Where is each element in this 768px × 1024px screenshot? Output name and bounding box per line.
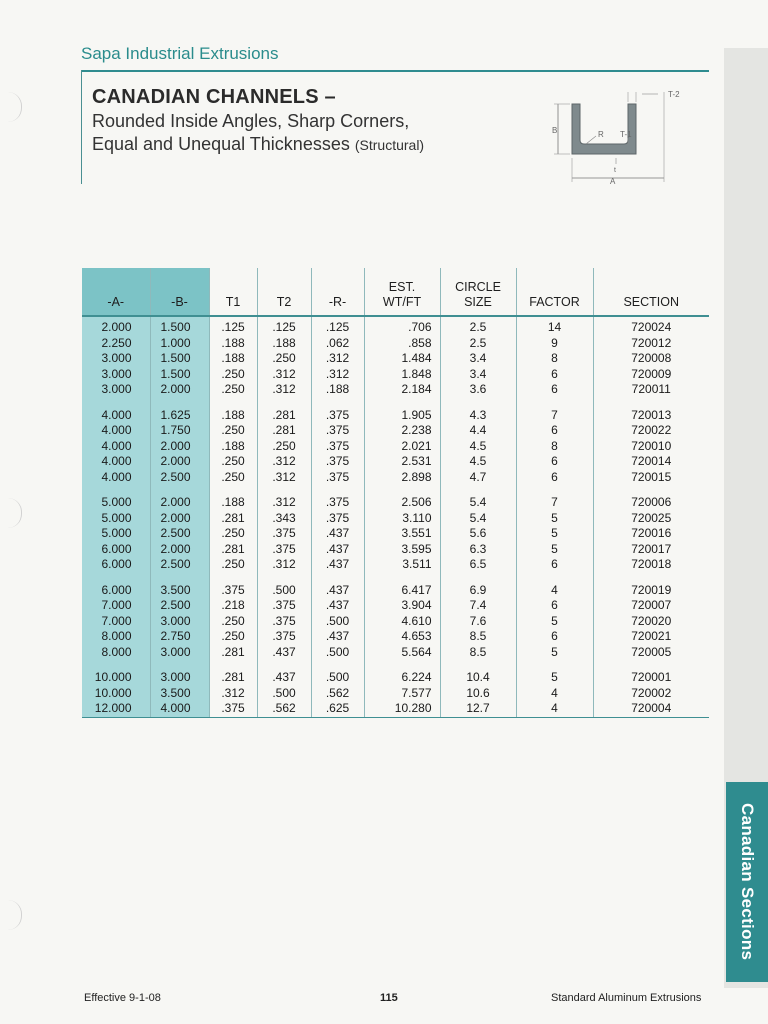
cell-t1: .250 xyxy=(209,629,257,645)
diagram-label-b: B xyxy=(552,126,558,135)
cell-wt: 2.184 xyxy=(364,382,440,398)
diagram-label-t1: T-1 xyxy=(620,130,632,139)
cell-section: 720001 xyxy=(631,670,672,684)
cell-r: .562 xyxy=(311,686,364,702)
cell-factor: 8 xyxy=(516,439,593,455)
cell-b: 3.500 xyxy=(150,686,209,702)
cell-circle: 4.4 xyxy=(440,423,516,439)
cell-circle: 8.5 xyxy=(440,645,516,661)
cell-a: 4.000 xyxy=(82,398,150,424)
cell-wt: 2.238 xyxy=(364,423,440,439)
cell-wt: 2.898 xyxy=(364,470,440,486)
cell-t2: .437 xyxy=(257,645,311,661)
cell-factor: 6 xyxy=(516,382,593,398)
table-row xyxy=(82,316,709,336)
table-row xyxy=(82,526,709,542)
cell-wt: 1.848 xyxy=(364,367,440,383)
cell-factor: 6 xyxy=(516,454,593,470)
cell-b: 2.000 xyxy=(150,382,209,398)
cell-a: 3.000 xyxy=(82,382,150,398)
cell-section: 720004 xyxy=(593,701,709,717)
cell-t1: .312 xyxy=(209,686,257,702)
table-body xyxy=(82,316,709,717)
subtitle-note: (Structural) xyxy=(354,137,425,153)
cell-section: 720018 xyxy=(631,557,672,571)
cell-a: 8.000 xyxy=(82,629,150,645)
cell-wt: 5.564 xyxy=(364,645,440,661)
cell-section: 720022 xyxy=(631,423,672,437)
cell-circle: 10.6 xyxy=(440,686,516,702)
cell-t1: .250 xyxy=(209,614,257,630)
cell-t1: .218 xyxy=(209,598,257,614)
cell-t1: .281 xyxy=(209,542,257,558)
cell-circle: 7.6 xyxy=(440,614,516,630)
cell-circle: 7.4 xyxy=(440,598,516,614)
cell-b: 2.750 xyxy=(150,629,209,645)
cell-r: .437 xyxy=(311,542,364,558)
cell-a: 2.000 xyxy=(82,316,150,336)
header-vertical-rule xyxy=(81,70,82,184)
cell-a: 8.000 xyxy=(82,645,150,661)
cell-b: 2.000 xyxy=(150,439,209,455)
section-side-tab xyxy=(726,782,768,982)
cell-t1: .250 xyxy=(209,470,257,486)
cell-r: .437 xyxy=(311,598,364,614)
footer-publication: Standard Aluminum Extrusions xyxy=(551,992,702,1004)
col-header-circle-line1: CIRCLE xyxy=(455,280,501,294)
cell-r: .312 xyxy=(311,367,364,383)
cell-a: 4.000 xyxy=(82,439,150,455)
cell-t2: .375 xyxy=(257,598,311,614)
diagram-label-r: R xyxy=(598,130,604,139)
cell-b: 1.625 xyxy=(150,398,209,424)
cell-a: 6.000 xyxy=(82,542,150,558)
cell-t1: .188 xyxy=(209,336,257,352)
cell-factor: 7 xyxy=(516,485,593,511)
cell-factor: 4 xyxy=(516,686,593,702)
cell-b: 2.500 xyxy=(150,526,209,542)
table-row xyxy=(82,645,709,661)
cell-b: 2.000 xyxy=(150,454,209,470)
cell-t1: .125 xyxy=(209,316,257,336)
cell-a: 4.000 xyxy=(82,470,150,486)
col-header-t1: T1 xyxy=(209,268,257,316)
cell-section: 720014 xyxy=(631,454,672,468)
cell-r: .437 xyxy=(311,526,364,542)
cell-t2: .250 xyxy=(257,439,311,455)
cell-t2: .125 xyxy=(257,316,311,336)
footer-page-number: 115 xyxy=(380,992,398,1004)
cell-factor: 6 xyxy=(516,367,593,383)
table-row xyxy=(82,485,709,511)
cell-t2: .375 xyxy=(257,526,311,542)
col-header-wt-line2: WT/FT xyxy=(382,295,422,309)
cell-factor: 6 xyxy=(516,629,593,645)
cell-factor: 5 xyxy=(516,542,593,558)
cell-factor: 14 xyxy=(516,316,593,336)
col-header-circle xyxy=(440,268,516,316)
cell-a: 5.000 xyxy=(82,485,150,511)
channel-spec-table xyxy=(82,268,709,718)
cell-t2: .500 xyxy=(257,573,311,599)
cell-circle: 5.6 xyxy=(440,526,516,542)
cell-t2: .343 xyxy=(257,511,311,527)
cell-circle: 5.4 xyxy=(440,485,516,511)
cell-section: 720005 xyxy=(631,644,672,659)
subtitle-line-1: Rounded Inside Angles, Sharp Corners, xyxy=(92,111,410,131)
cell-t1: .250 xyxy=(209,557,257,573)
cell-wt: 1.905 xyxy=(364,398,440,424)
cell-b: 2.000 xyxy=(150,511,209,527)
cell-a: 6.000 xyxy=(82,573,150,599)
cell-r: .125 xyxy=(311,316,364,336)
cell-t2: .188 xyxy=(257,336,311,352)
cell-circle: 12.7 xyxy=(440,701,516,717)
cell-wt: 3.511 xyxy=(364,557,440,573)
cell-section: 720011 xyxy=(631,382,671,396)
cell-t1: .188 xyxy=(209,351,257,367)
cell-b: 3.000 xyxy=(150,614,209,630)
table-row xyxy=(82,614,709,630)
cell-t2: .437 xyxy=(257,660,311,686)
col-header-circle-line2: SIZE xyxy=(464,295,492,309)
cell-t2: .312 xyxy=(257,485,311,511)
cell-t2: .312 xyxy=(257,470,311,486)
cell-section: 720002 xyxy=(631,685,672,700)
cell-circle: 3.4 xyxy=(440,367,516,383)
side-tab-label: Canadian Sections xyxy=(738,803,757,961)
binder-hole-mark xyxy=(0,92,22,122)
table-row xyxy=(82,470,709,486)
cell-factor: 5 xyxy=(516,614,593,630)
cell-a: 4.000 xyxy=(82,423,150,439)
cell-b: 2.500 xyxy=(150,470,209,486)
cell-t2: .312 xyxy=(257,557,311,573)
col-header-factor: FACTOR xyxy=(516,268,593,316)
cell-factor: 4 xyxy=(516,701,593,717)
cell-a: 7.000 xyxy=(82,614,150,630)
table-row xyxy=(82,686,709,702)
cell-r: .375 xyxy=(311,511,364,527)
cell-r: .500 xyxy=(311,614,364,630)
cell-a: 2.250 xyxy=(82,336,150,352)
cell-r: .625 xyxy=(311,701,364,717)
cell-section: 720012 xyxy=(631,335,672,350)
cell-t1: .188 xyxy=(209,398,257,424)
cell-wt: .706 xyxy=(364,316,440,336)
col-header-wt-line1: EST. xyxy=(388,280,416,294)
cell-t2: .375 xyxy=(257,629,311,645)
col-header-section: SECTION xyxy=(593,268,709,316)
cell-section: 720010 xyxy=(631,438,672,453)
cell-t1: .281 xyxy=(209,660,257,686)
channel-diagram xyxy=(546,82,706,192)
header-rule xyxy=(81,70,709,72)
cell-r: .500 xyxy=(311,660,364,686)
page-subtitle xyxy=(92,110,512,157)
cell-t1: .281 xyxy=(209,511,257,527)
cell-r: .188 xyxy=(311,382,364,398)
cell-t2: .281 xyxy=(257,423,311,439)
table-row xyxy=(82,701,709,717)
cell-b: 3.000 xyxy=(150,660,209,686)
page-title: CANADIAN CHANNELS – xyxy=(92,86,336,108)
cell-circle: 4.7 xyxy=(440,470,516,486)
cell-section: 720016 xyxy=(631,526,672,540)
cell-factor: 6 xyxy=(516,598,593,614)
table-row xyxy=(82,454,709,470)
cell-t2: .375 xyxy=(257,542,311,558)
cell-factor: 6 xyxy=(516,423,593,439)
cell-factor: 8 xyxy=(516,351,593,367)
table-row xyxy=(82,336,709,352)
cell-factor: 6 xyxy=(516,557,593,573)
cell-b: 4.000 xyxy=(150,701,209,717)
cell-circle: 2.5 xyxy=(440,336,516,352)
cell-circle: 3.4 xyxy=(440,351,516,367)
cell-a: 5.000 xyxy=(82,511,150,527)
cell-t1: .188 xyxy=(209,439,257,455)
cell-a: 7.000 xyxy=(82,598,150,614)
channel-profile-shape xyxy=(572,104,636,154)
cell-r: .375 xyxy=(311,470,364,486)
cell-r: .375 xyxy=(311,454,364,470)
cell-t2: .250 xyxy=(257,351,311,367)
cell-wt: 3.551 xyxy=(364,526,440,542)
cell-wt: 2.531 xyxy=(364,454,440,470)
cell-wt: 6.224 xyxy=(364,660,440,686)
cell-r: .375 xyxy=(311,423,364,439)
cell-r: .375 xyxy=(311,398,364,424)
cell-section: 720015 xyxy=(631,469,672,484)
cell-a: 10.000 xyxy=(82,660,150,686)
table-row xyxy=(82,557,709,573)
table-row xyxy=(82,598,709,614)
col-header-r: -R- xyxy=(311,268,364,316)
cell-circle: 10.4 xyxy=(440,660,516,686)
table-row xyxy=(82,367,709,383)
cell-b: 1.500 xyxy=(150,351,209,367)
col-header-b: -B- xyxy=(150,268,209,316)
cell-b: 2.000 xyxy=(150,542,209,558)
cell-b: 1.500 xyxy=(150,316,209,336)
cell-factor: 6 xyxy=(516,470,593,486)
cell-wt: 4.610 xyxy=(364,614,440,630)
binder-hole-mark xyxy=(0,498,22,528)
cell-circle: 6.5 xyxy=(440,557,516,573)
cell-section: 720021 xyxy=(631,629,672,643)
cell-t1: .250 xyxy=(209,423,257,439)
cell-circle: 6.3 xyxy=(440,542,516,558)
table-row xyxy=(82,382,709,398)
cell-factor: 4 xyxy=(516,573,593,599)
cell-b: 2.500 xyxy=(150,598,209,614)
svg-text:t: t xyxy=(614,167,616,174)
cell-b: 3.000 xyxy=(150,645,209,661)
cell-t1: .375 xyxy=(209,573,257,599)
cell-section: 720007 xyxy=(631,598,672,612)
cell-section: 720008 xyxy=(631,351,672,365)
cell-b: 1.000 xyxy=(150,336,209,352)
cell-wt: 3.110 xyxy=(364,511,440,527)
cell-factor: 5 xyxy=(516,526,593,542)
cell-section: 720024 xyxy=(631,320,672,334)
table-row xyxy=(82,423,709,439)
cell-wt: 3.904 xyxy=(364,598,440,614)
cell-t1: .250 xyxy=(209,454,257,470)
cell-section: 720009 xyxy=(631,366,672,381)
cell-r: .375 xyxy=(311,439,364,455)
table-row xyxy=(82,351,709,367)
cell-circle: 6.9 xyxy=(440,573,516,599)
cell-t2: .281 xyxy=(257,398,311,424)
cell-section: 720013 xyxy=(631,407,672,422)
cell-wt: 7.577 xyxy=(364,686,440,702)
cell-a: 6.000 xyxy=(82,557,150,573)
cell-t2: .500 xyxy=(257,686,311,702)
cell-t1: .250 xyxy=(209,526,257,542)
cell-wt: 10.280 xyxy=(364,701,440,717)
cell-t1: .250 xyxy=(209,382,257,398)
cell-section: 720006 xyxy=(631,495,672,509)
cell-a: 5.000 xyxy=(82,526,150,542)
cell-r: .500 xyxy=(311,645,364,661)
table-row xyxy=(82,439,709,455)
cell-b: 1.500 xyxy=(150,367,209,383)
cell-wt: 4.653 xyxy=(364,629,440,645)
table-row xyxy=(82,511,709,527)
cell-circle: 3.6 xyxy=(440,382,516,398)
cell-a: 12.000 xyxy=(82,701,150,717)
cell-circle: 5.4 xyxy=(440,511,516,527)
diagram-label-t2: T-2 xyxy=(668,90,680,99)
cell-t2: .375 xyxy=(257,614,311,630)
cell-section: 720020 xyxy=(631,613,672,628)
cell-circle: 4.5 xyxy=(440,454,516,470)
cell-section: 720017 xyxy=(631,541,672,556)
cell-wt: 6.417 xyxy=(364,573,440,599)
table-row xyxy=(82,573,709,599)
cell-a: 3.000 xyxy=(82,351,150,367)
cell-t1: .375 xyxy=(209,701,257,717)
table-row xyxy=(82,660,709,686)
brand-name: Sapa Industrial Extrusions xyxy=(81,44,279,63)
cell-wt: 2.021 xyxy=(364,439,440,455)
cell-r: .437 xyxy=(311,629,364,645)
cell-circle: 2.5 xyxy=(440,316,516,336)
col-header-t2: T2 xyxy=(257,268,311,316)
table-header-row xyxy=(82,268,709,316)
cell-b: 2.000 xyxy=(150,485,209,511)
cell-factor: 5 xyxy=(516,660,593,686)
binder-hole-mark xyxy=(0,900,22,930)
footer-effective-date: Effective 9-1-08 xyxy=(84,992,161,1004)
cell-factor: 5 xyxy=(516,645,593,661)
cell-circle: 4.5 xyxy=(440,439,516,455)
cell-t2: .312 xyxy=(257,454,311,470)
cell-circle: 8.5 xyxy=(440,629,516,645)
cell-a: 3.000 xyxy=(82,367,150,383)
cell-wt: 3.595 xyxy=(364,542,440,558)
cell-t2: .562 xyxy=(257,701,311,717)
table-row xyxy=(82,398,709,424)
col-header-wt xyxy=(364,268,440,316)
cell-t1: .281 xyxy=(209,645,257,661)
cell-wt: .858 xyxy=(364,336,440,352)
cell-a: 10.000 xyxy=(82,686,150,702)
cell-b: 3.500 xyxy=(150,573,209,599)
cell-r: .375 xyxy=(311,485,364,511)
cell-r: .312 xyxy=(311,351,364,367)
cell-wt: 1.484 xyxy=(364,351,440,367)
cell-factor: 9 xyxy=(516,336,593,352)
table-row xyxy=(82,542,709,558)
cell-r: .437 xyxy=(311,557,364,573)
cell-circle: 4.3 xyxy=(440,398,516,424)
cell-r: .437 xyxy=(311,573,364,599)
cell-t2: .312 xyxy=(257,382,311,398)
diagram-label-a: A xyxy=(610,177,616,186)
cell-section: 720025 xyxy=(631,510,672,525)
col-header-a: -A- xyxy=(82,268,150,316)
cell-t2: .312 xyxy=(257,367,311,383)
cell-t1: .250 xyxy=(209,367,257,383)
cell-section: 720019 xyxy=(631,582,672,597)
cell-factor: 5 xyxy=(516,511,593,527)
cell-r: .062 xyxy=(311,336,364,352)
subtitle-line-2 xyxy=(92,133,512,157)
cell-factor: 7 xyxy=(516,398,593,424)
cell-b: 1.750 xyxy=(150,423,209,439)
cell-a: 4.000 xyxy=(82,454,150,470)
cell-t1: .188 xyxy=(209,485,257,511)
cell-wt: 2.506 xyxy=(364,485,440,511)
table-row xyxy=(82,629,709,645)
subtitle-line-2-text: Equal and Unequal Thicknesses xyxy=(92,134,350,154)
cell-b: 2.500 xyxy=(150,557,209,573)
